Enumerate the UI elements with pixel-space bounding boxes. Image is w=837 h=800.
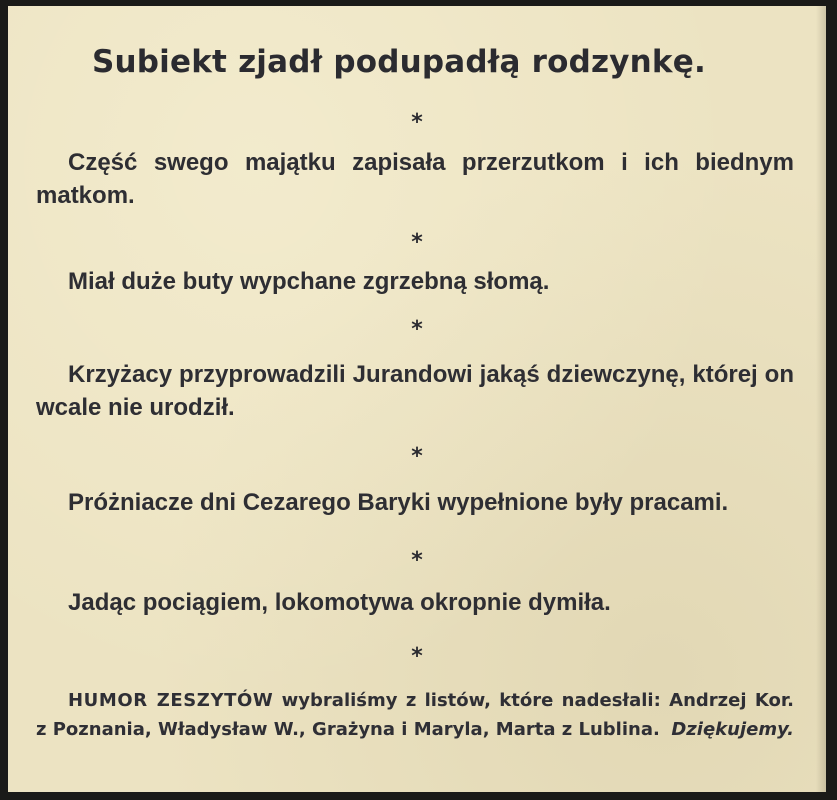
- newspaper-clipping: [8, 6, 826, 792]
- quote-item: Próżniacze dni Cezarego Baryki wypełnione były pracami.: [68, 489, 729, 516]
- headline: Subiekt zjadł podupadłą rodzynkę.: [92, 44, 706, 80]
- asterisk-separator: *: [411, 644, 423, 669]
- asterisk-separator: *: [411, 444, 423, 469]
- asterisk-separator: *: [411, 110, 423, 135]
- quote-item: Jadąc pociągiem, lokomotywa okropnie dymiła.: [68, 589, 611, 616]
- asterisk-separator: *: [411, 548, 423, 573]
- page-edge-shadow: [816, 6, 826, 792]
- credits-paragraph: [36, 686, 794, 744]
- asterisk-separator: *: [411, 230, 423, 255]
- credits-text: wybraliśmy z listów, które nadesłali: Andrzej Kor. z Poznania, Władysław W., Grażyna i Maryla, Marta z Lublina.: [36, 690, 794, 740]
- quote-item: Miał duże buty wypchane zgrzebną słomą.: [68, 268, 550, 295]
- asterisk-separator: *: [411, 317, 423, 342]
- quote-item: Część swego majątku zapisała przerzutkom i ich biednym matkom.: [36, 149, 794, 209]
- thanks-signoff: Dziękujemy.: [671, 719, 794, 740]
- quote-item: Krzyżacy przyprowadzili Jurandowi jakąś dziewczynę, której on wcale nie urodził.: [36, 361, 794, 421]
- credits-lead: HUMOR ZESZYTÓW: [68, 690, 274, 711]
